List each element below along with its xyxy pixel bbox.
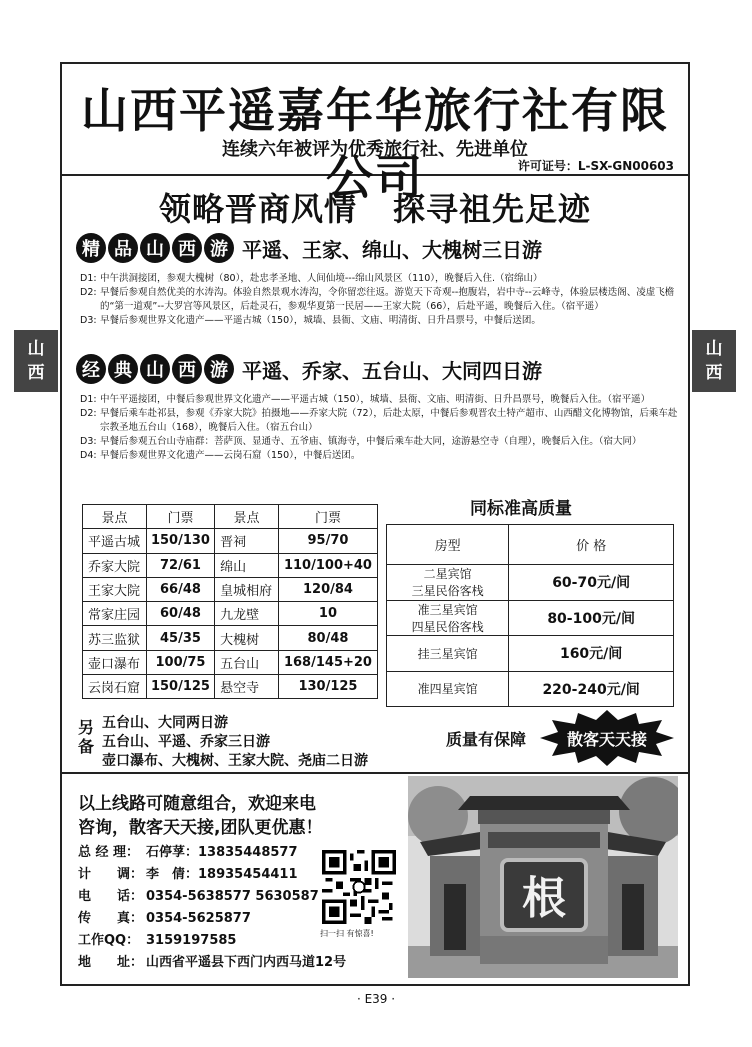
route2-badge <box>76 354 234 384</box>
header <box>62 64 688 206</box>
itinerary-day <box>80 286 680 314</box>
column-header: 景点 <box>83 505 147 529</box>
spot-name: 五台山 <box>215 650 279 674</box>
ticket-price: 80/48 <box>278 626 377 650</box>
day-label: D2: <box>80 408 97 419</box>
extra-route: 五台山、平遥、乔家三日游 <box>102 734 270 750</box>
contact-row <box>78 930 346 952</box>
spot-name: 壶口瀑布 <box>83 650 147 674</box>
table-row <box>83 626 378 650</box>
side-tab-right-label: 山西 <box>705 339 723 383</box>
itinerary-day <box>80 407 680 435</box>
room-price: 160元/间 <box>509 636 674 672</box>
extra-route: 五台山、大同两日游 <box>102 715 228 731</box>
day-label: D1: <box>80 394 97 405</box>
hotel-standard-title: 同标准高质量 <box>470 499 572 519</box>
badge-char: 品 <box>108 233 138 263</box>
badge-char: 山 <box>140 354 170 384</box>
badge-char: 西 <box>172 233 202 263</box>
day-label: D3: <box>80 315 97 326</box>
column-header: 景点 <box>215 505 279 529</box>
company-name: 山西平遥嘉年华旅行社有限公司 <box>81 84 669 206</box>
ticket-price: 95/70 <box>278 529 377 553</box>
extra-routes <box>102 714 368 771</box>
contact-label: 传 真： <box>78 911 144 926</box>
page-number: · E39 · <box>356 992 396 1006</box>
spot-name: 绵山 <box>215 553 279 577</box>
quality-guarantee: 质量有保障 <box>446 730 527 749</box>
qr-caption: 扫一扫 有惊喜! <box>320 929 374 938</box>
starburst-text: 散客天天接 <box>566 730 647 749</box>
slogan <box>62 184 688 230</box>
contact-label: 总 经 理： <box>78 845 140 860</box>
day-text: 早餐后参观世界文化遗产——平遥古城（150），城墙、县衙、文庙、明清街、日升昌票号，中餐后送团。 <box>100 315 541 326</box>
day-label: D3: <box>80 436 97 447</box>
contact-label: 地 址： <box>78 955 144 970</box>
contact-label: 电 话： <box>78 889 144 904</box>
day-text: 早餐后参观五台山寺庙群：菩萨顶、显通寺、五爷庙、镇海寺，中餐后乘车赴大同，途游悬空寺（自理），晚餐后入住。（宿大同） <box>100 436 642 447</box>
route1-title: 平遥、王家、绵山、大槐树三日游 <box>242 237 542 262</box>
day-text: 早餐后乘车赴祁县，参观《乔家大院》拍摄地——乔家大院（72），后赴太原，中餐后参观晋农土特产超市、山西醋文化博物馆，后乘车赴宗教圣地五台山（168），晚餐后入住。（宿五台山） <box>100 408 678 433</box>
room-type <box>387 671 509 707</box>
contact-row <box>78 842 346 864</box>
ticket-price: 120/84 <box>278 577 377 601</box>
contact-label: 工作QQ： <box>78 933 140 948</box>
room-type <box>387 600 509 636</box>
license-number: 许可证号：L-SX-GN00603 <box>517 159 674 173</box>
day-label: D4: <box>80 450 97 461</box>
ticket-price: 10 <box>278 602 377 626</box>
ticket-price: 45/35 <box>146 626 214 650</box>
room-type-line: 准四星宾馆 <box>417 682 478 697</box>
contact-row <box>78 864 346 886</box>
room-price: 220-240元/间 <box>509 671 674 707</box>
table-row <box>387 636 674 672</box>
room-type <box>387 636 509 672</box>
route1-itinerary <box>80 272 680 328</box>
badge-char: 西 <box>172 354 202 384</box>
contact-list <box>78 842 346 974</box>
room-price: 80-100元/间 <box>509 600 674 636</box>
contact-value: 0354-5625877 <box>146 911 251 926</box>
ticket-price: 150/130 <box>146 529 214 553</box>
itinerary-day <box>80 314 680 328</box>
contact-label: 计 调： <box>78 867 144 882</box>
table-row <box>83 553 378 577</box>
ticket-price: 60/48 <box>146 602 214 626</box>
contact-value: 李 倩：18935454411 <box>146 867 298 882</box>
route2-title: 平遥、乔家、五台山、大同四日游 <box>242 358 542 383</box>
ticket-price: 130/125 <box>278 675 377 699</box>
table-row <box>83 602 378 626</box>
ancestral-gate-photo <box>408 776 678 978</box>
spot-name: 大槐树 <box>215 626 279 650</box>
ticket-price: 168/145+20 <box>278 650 377 674</box>
room-type-line: 四星民俗客栈 <box>411 619 484 634</box>
column-header: 门票 <box>278 505 377 529</box>
column-header: 门票 <box>146 505 214 529</box>
spot-name: 常家庄园 <box>83 602 147 626</box>
ticket-price-table <box>82 504 378 699</box>
day-text: 早餐后参观自然优美的水涛沟。体验自然景观水涛沟，令你留恋往返。游览天下奇观--抱腹岩，岩中寺--云峰寺，体验层楼迭阁、凌虚飞檐的“第一道观”--大罗宫等风景区，后赴灵石，参观华夏第一民居——王家大院（66），后赴平遥，晚餐后入住。（宿平遥） <box>100 287 675 312</box>
badge-char: 山 <box>140 233 170 263</box>
room-type-line: 三星民俗客栈 <box>411 584 484 599</box>
day-label: D1: <box>80 273 97 284</box>
spot-name: 平遥古城 <box>83 529 147 553</box>
badge-char: 典 <box>108 354 138 384</box>
room-type-line: 二星宾馆 <box>423 567 472 582</box>
table-row <box>83 577 378 601</box>
ticket-price: 100/75 <box>146 650 214 674</box>
spot-name: 苏三监狱 <box>83 626 147 650</box>
spot-name: 九龙壁 <box>215 602 279 626</box>
contact-row <box>78 886 346 908</box>
table-row <box>387 671 674 707</box>
badge-char: 经 <box>76 354 106 384</box>
table-row <box>83 675 378 699</box>
day-text: 中午洪洞接团，参观大槐树（80），赴忠孝圣地、人间仙境---绵山风景区（110），晚餐后入住.（宿绵山） <box>100 273 543 284</box>
day-text: 中午平遥接团，中餐后参观世界文化遗产——平遥古城（150），城墙、县衙、文庙、明清街、日升昌票号，晚餐后入住。（宿平遥） <box>100 394 651 405</box>
extra-label <box>78 718 98 756</box>
side-tab-left <box>14 330 58 392</box>
contact-value: 石停莩：13835448577 <box>146 845 298 860</box>
extra-label-char: 备 <box>78 737 95 756</box>
contact-value: 0354-5638577 5630587 <box>146 889 319 904</box>
promo-line: 咨询，散客天天接,团队更优惠！ <box>78 818 323 838</box>
slogan-right: 探寻祖先足迹 <box>393 190 592 228</box>
column-header: 房型 <box>387 525 509 565</box>
spot-name: 悬空寺 <box>215 675 279 699</box>
table-header-row <box>83 505 378 529</box>
ticket-price: 150/125 <box>146 675 214 699</box>
ticket-price: 110/100+40 <box>278 553 377 577</box>
ticket-price: 72/61 <box>146 553 214 577</box>
spot-name: 皇城相府 <box>215 577 279 601</box>
itinerary-day <box>80 393 680 407</box>
route2-heading <box>76 353 542 385</box>
room-price: 60-70元/间 <box>509 565 674 601</box>
ticket-price: 66/48 <box>146 577 214 601</box>
promo-line: 以上线路可随意组合，欢迎来电 <box>78 794 316 814</box>
contact-row <box>78 952 346 974</box>
promo-text <box>78 792 322 840</box>
itinerary-day <box>80 435 680 449</box>
table-row <box>83 650 378 674</box>
room-type-line: 准三星宾馆 <box>417 602 478 617</box>
route1-heading <box>76 232 542 264</box>
side-tab-right <box>692 330 736 392</box>
hotel-price-table <box>386 524 674 707</box>
table-row <box>83 529 378 553</box>
spot-name: 云岗石窟 <box>83 675 147 699</box>
table-row <box>387 600 674 636</box>
side-tab-left-label: 山西 <box>27 339 45 383</box>
qr-code-icon[interactable] <box>322 850 396 924</box>
badge-char: 游 <box>204 354 234 384</box>
gate-plaque-text: 根 <box>522 873 566 924</box>
itinerary-day <box>80 272 680 286</box>
table-row <box>387 565 674 601</box>
extra-label-char: 另 <box>78 718 95 737</box>
day-label: D2: <box>80 287 97 298</box>
badge-char: 游 <box>204 233 234 263</box>
route1-badge <box>76 233 234 263</box>
contact-row <box>78 908 346 930</box>
spot-name: 晋祠 <box>215 529 279 553</box>
contact-value: 山西省平遥县下西门内西马道12号 <box>146 955 347 970</box>
spot-name: 王家大院 <box>83 577 147 601</box>
spot-name: 乔家大院 <box>83 553 147 577</box>
day-text: 早餐后参观世界文化遗产——云岗石窟（150），中餐后送团。 <box>100 450 361 461</box>
badge-char: 精 <box>76 233 106 263</box>
route2-itinerary <box>80 393 680 463</box>
honor-line: 连续六年被评为优秀旅行社、先进单位 <box>222 139 528 160</box>
room-type <box>387 565 509 601</box>
extra-route: 壶口瀑布、大槐树、王家大院、尧庙二日游 <box>102 753 368 769</box>
table-header-row <box>387 525 674 565</box>
column-header: 价 格 <box>509 525 674 565</box>
itinerary-day <box>80 449 680 463</box>
slogan-left: 领略晋商风情 <box>158 190 357 228</box>
room-type-line: 挂三星宾馆 <box>417 646 478 661</box>
contact-value: 3159197585 <box>146 933 237 948</box>
section-divider <box>62 772 688 774</box>
